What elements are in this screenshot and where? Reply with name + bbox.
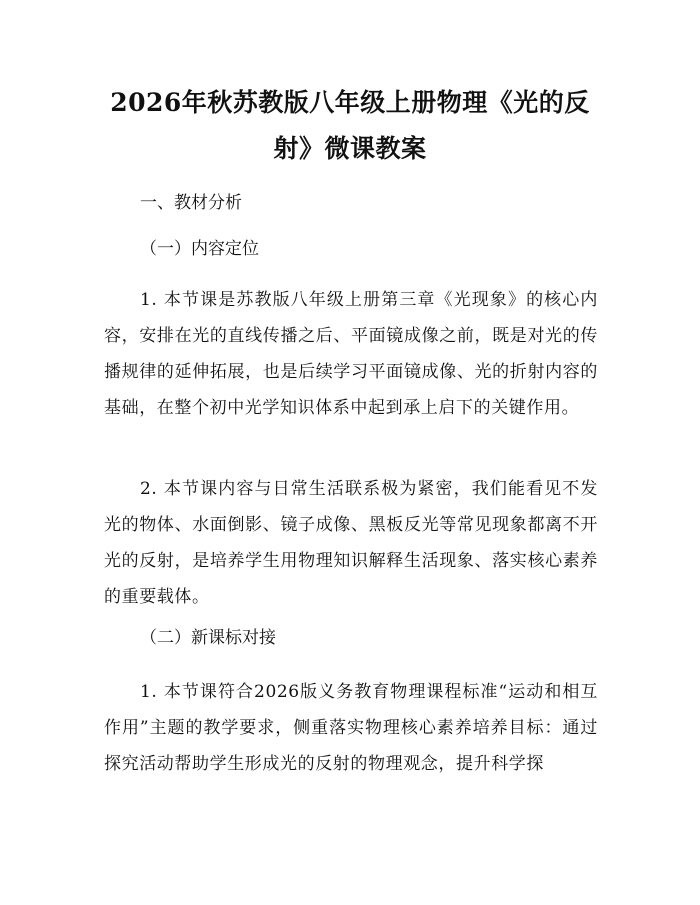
document-title-line-2: 射》微课教案 — [273, 134, 427, 163]
document-title-line-1: 2026年秋苏教版八年级上册物理《光的反 — [110, 88, 590, 117]
paragraph-content-position-2: 2. 本节课内容与日常生活联系极为紧密，我们能看见不发光的物体、水面倒影、镜子成像、黑板反光等常见现象都离不开光的反射，是培养学生用物理知识解释生活现象、落实核心素养的重要载体。 — [104, 479, 598, 607]
section-heading-textbook-analysis: 一、教材分析 — [140, 193, 242, 213]
paragraph-curriculum-standard-1: 1. 本节课符合2026版义务教育物理课程标准“运动和相互作用”主题的教学要求，侧重落实物理核心素养培养目标：通过探究活动帮助学生形成光的反射的物理观念，提升科学探 — [104, 682, 598, 774]
subsection-heading-content-positioning: （一）内容定位 — [140, 239, 259, 259]
paragraph-content-position-1: 1. 本节课是苏教版八年级上册第三章《光现象》的核心内容，安排在光的直线传播之后、平面镜成像之前，既是对光的传播规律的延伸拓展，也是后续学习平面镜成像、光的折射内容的基础，在整个初中光学知识体系中起到承上启下的关键作用。 — [104, 290, 598, 418]
subsection-heading-curriculum-standard: （二）新课标对接 — [140, 628, 276, 648]
